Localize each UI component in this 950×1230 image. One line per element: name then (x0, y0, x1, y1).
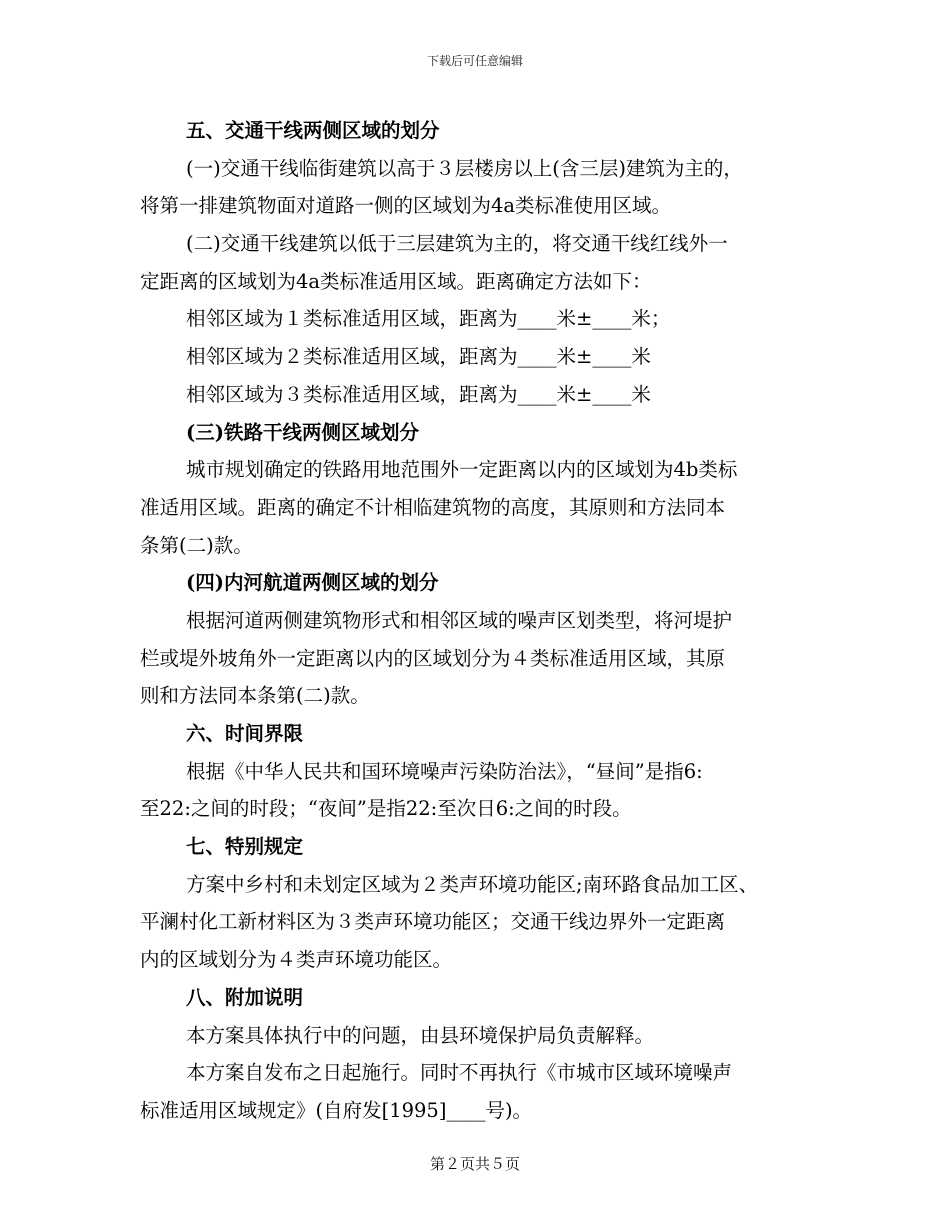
paragraph-line: 平澜村化工新材料区为３类声环境功能区；交通干线边界外一定距离 (140, 910, 726, 934)
section-heading: 八、附加说明 (186, 985, 304, 1009)
paragraph-line: 本方案自发布之日起施行。同时不再执行《市城市区域环境噪声 (186, 1061, 733, 1085)
paragraph-line: 相邻区域为２类标准适用区域，距离为____米±____米 (186, 345, 651, 369)
paragraph-line: 方案中乡村和未划定区域为２类声环境功能区;南环路食品加工区、 (186, 872, 759, 896)
paragraph-line: 标准适用区域规定》(自府发[1995]____号)。 (140, 1098, 533, 1122)
document-body (140, 112, 820, 1130)
section-heading: (三)铁路干线两侧区域划分 (186, 420, 419, 444)
paragraph-line: 至22:之间的时段；“夜间”是指22:至次日6:之间的时段。 (140, 797, 632, 821)
section-heading: 六、时间界限 (186, 722, 304, 745)
paragraph-line: 城市规划确定的铁路用地范围外一定距离以内的区域划为4b类标 (186, 458, 738, 482)
paragraph-line: 内的区域划分为４类声环境功能区。 (140, 948, 453, 972)
paragraph-line: 条第(二)款。 (140, 533, 253, 557)
page-footer: 第２页共５页 (429, 1155, 520, 1173)
page-header: 下载后可任意编辑 (426, 54, 523, 68)
paragraph-line: 相邻区域为１类标准适用区域，距离为____米±____米； (186, 307, 671, 331)
paragraph-line: 将第一排建筑物面对道路一侧的区域划为4a类标准使用区域。 (140, 194, 672, 218)
paragraph-line: (一)交通干线临街建筑以高于３层楼房以上(含三层)建筑为主的， (186, 156, 743, 180)
paragraph-line: 根据《中华人民共和国环境噪声污染防治法》，“昼间”是指6: (186, 759, 703, 783)
paragraph-line: 定距离的区域划为4a类标准适用区域。距离确定方法如下： (140, 269, 652, 293)
paragraph-line: 栏或堤外坡角外一定距离以内的区域划分为４类标准适用区域，其原 (140, 646, 726, 670)
section-heading: 五、交通干线两侧区域的划分 (186, 119, 440, 142)
paragraph-line: (二)交通干线建筑以低于三层建筑为主的，将交通干线红线外一 (186, 232, 728, 256)
paragraph-line: 准适用区域。距离的确定不计相临建筑物的高度，其原则和方法同本 (140, 495, 726, 519)
paragraph-line: 相邻区域为３类标准适用区域，距离为____米±____米 (186, 382, 651, 406)
section-heading: (四)内河航道两侧区域的划分 (186, 571, 439, 595)
paragraph-line: 根据河道两侧建筑物形式和相邻区域的噪声区划类型，将河堤护 (186, 608, 733, 632)
paragraph-line: 本方案具体执行中的问题，由县环境保护局负责解释。 (186, 1023, 655, 1047)
section-heading: 七、特别规定 (186, 835, 304, 859)
paragraph-line: 则和方法同本条第(二)款。 (140, 684, 370, 708)
